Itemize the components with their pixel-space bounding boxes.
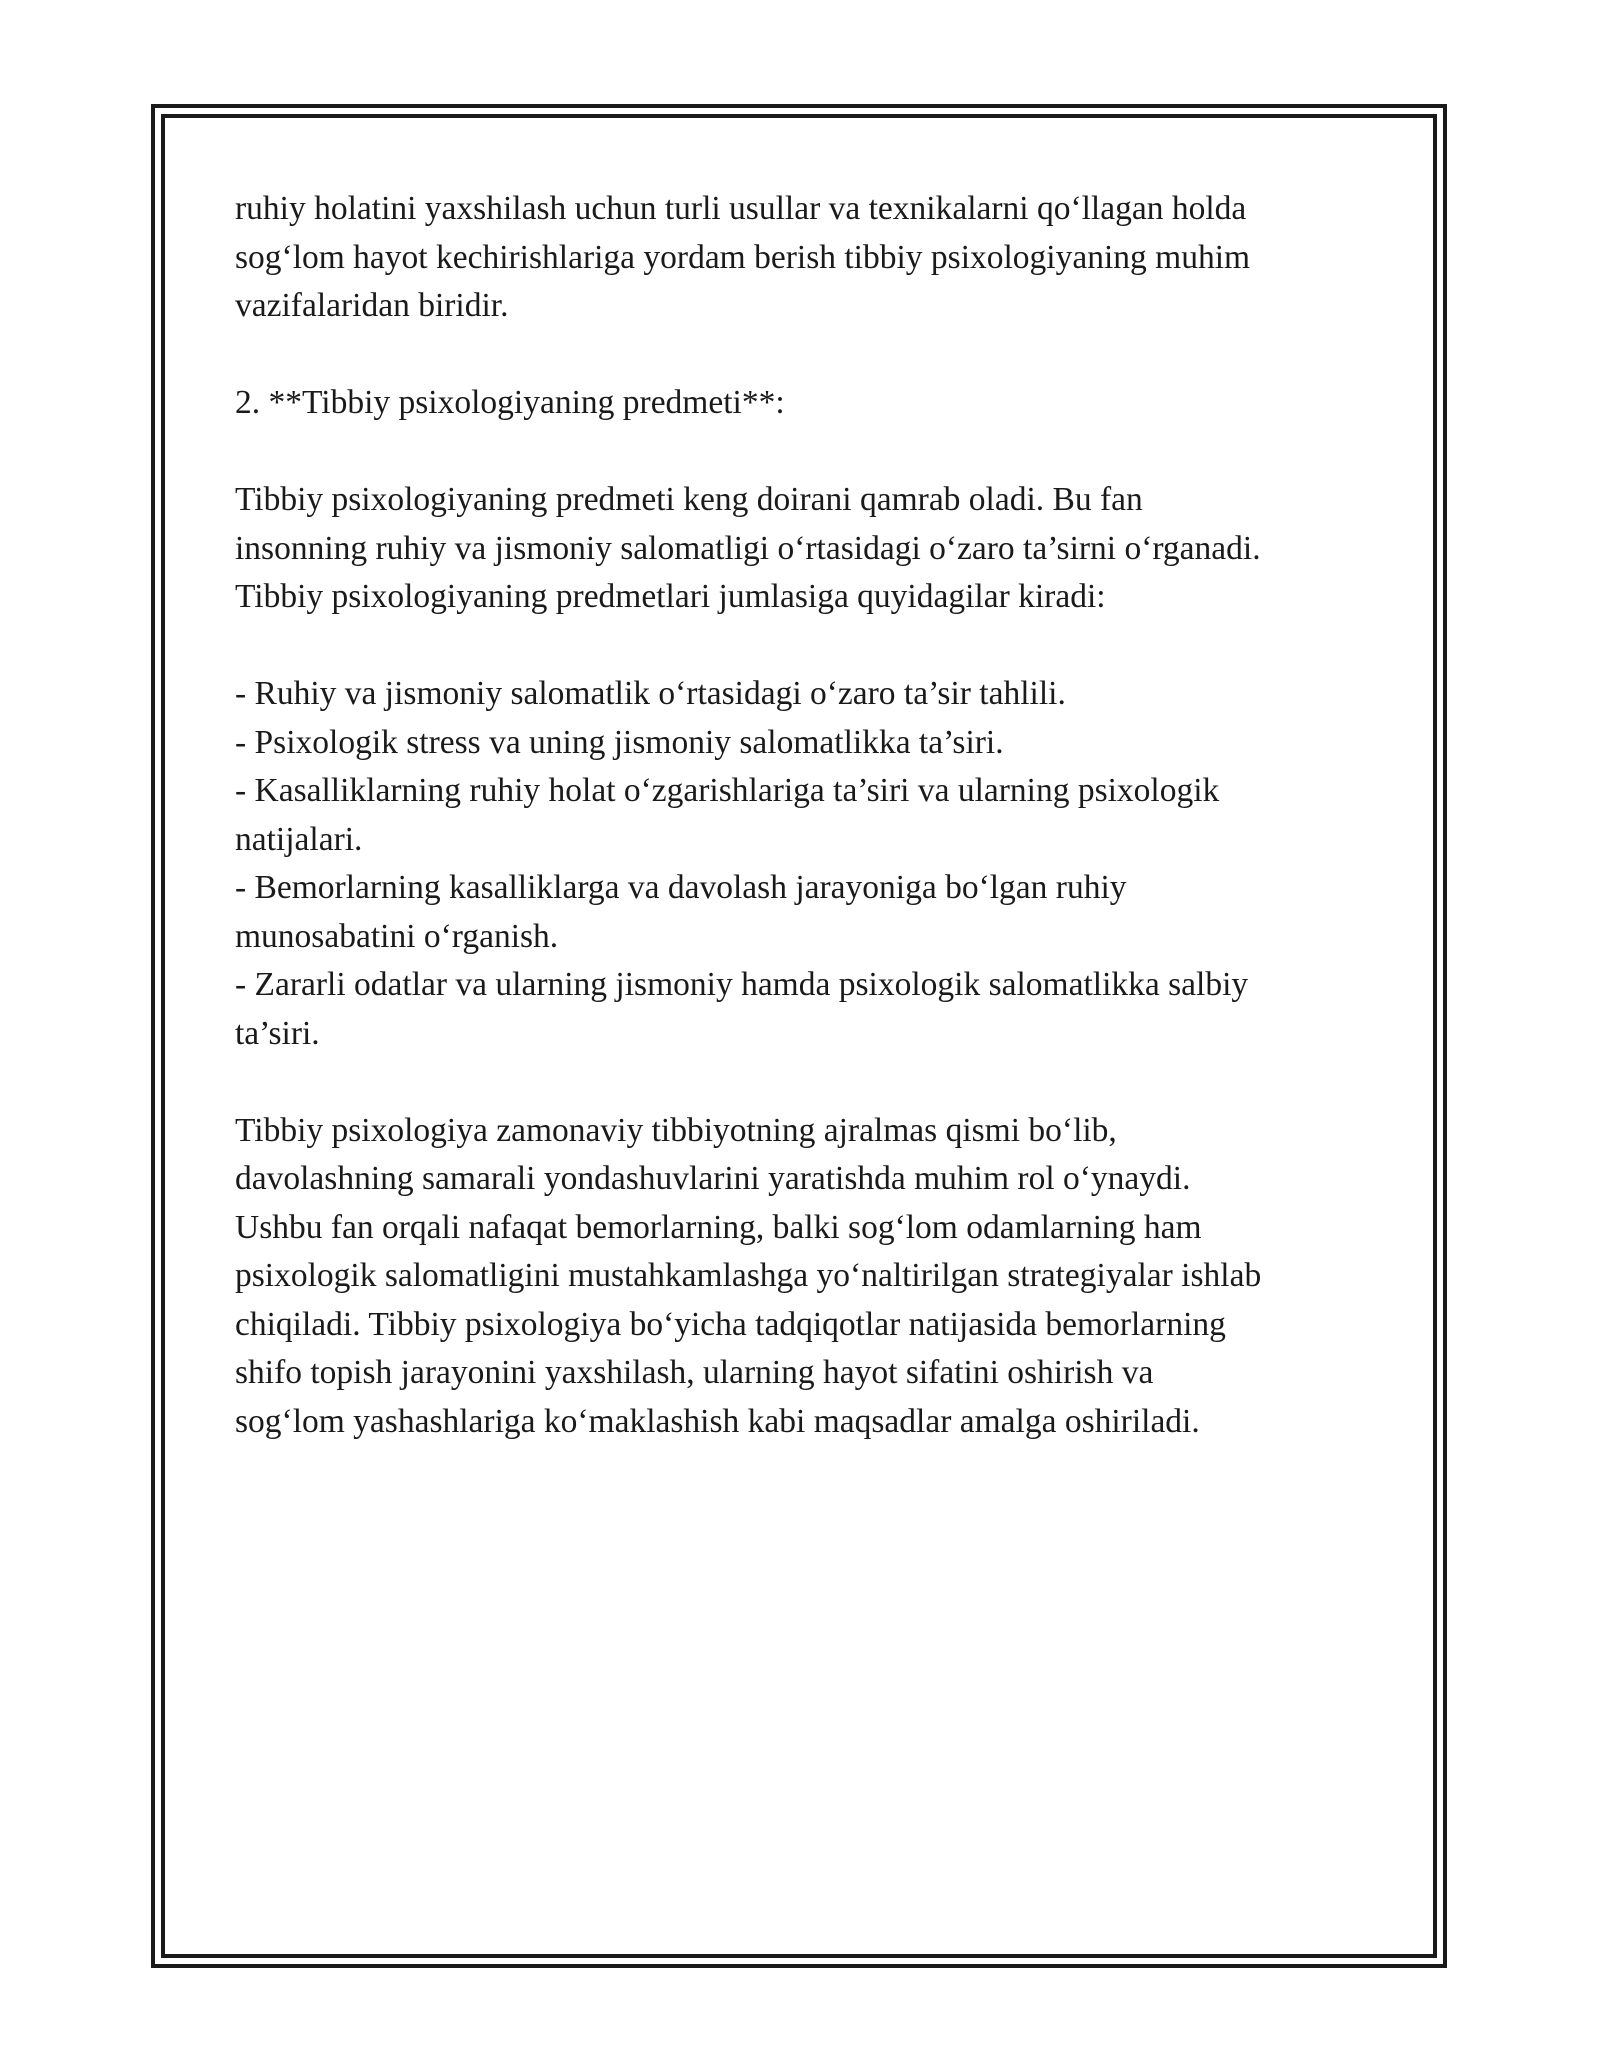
list-item-continuation: munosabatini o‘rganish. (235, 917, 559, 955)
intro-paragraph (235, 185, 1385, 331)
text-line: Tibbiy psixologiyaning predmeti keng doirani qamrab oladi. Bu fan (235, 481, 1143, 518)
list-item-continuation: natijalari. (235, 820, 363, 858)
text-line: Ushbu fan orqali nafaqat bemorlarning, balki sog‘lom odamlarning ham (235, 1208, 1202, 1246)
conclusion-paragraph (235, 1107, 1385, 1447)
text-line: sog‘lom hayot kechirishlariga yordam berish tibbiy psixologiyaning muhim (235, 238, 1251, 276)
list-item-continuation: ta’siri. (235, 1014, 320, 1052)
list-item: - Kasalliklarning ruhiy holat o‘zgarishlariga ta’siri va ularning psixologik (235, 772, 1220, 809)
list-item: - Zararli odatlar va ularning jismoniy hamda psixologik salomatlikka salbiy (235, 966, 1249, 1003)
text-line: Tibbiy psixologiya zamonaviy tibbiyotning ajralmas qismi bo‘lib, (235, 1111, 1117, 1149)
text-line: davolashning samarali yondashuvlarini yaratishda muhim rol o‘ynaydi. (235, 1160, 1191, 1197)
subject-paragraph (235, 476, 1385, 622)
text-line: ruhiy holatini yaxshilash uchun turli usullar va texnikalarni qo‘llagan holda (235, 190, 1247, 227)
text-line: psixologik salomatligini mustahkamlashga yo‘naltirilgan strategiyalar ishlab (235, 1257, 1262, 1294)
text-line: shifo topish jarayonini yaxshilash, ularning hayot sifatini oshirish va (235, 1354, 1154, 1391)
list-item: - Ruhiy va jismoniy salomatlik o‘rtasidagi o‘zaro ta’sir tahlili. (235, 675, 1066, 712)
section-heading: 2. **Tibbiy psixologiyaning predmeti**: (235, 384, 785, 421)
text-line: vazifalaridan biridir. (235, 287, 509, 324)
text-line: sog‘lom yashashlariga ko‘maklashish kabi maqsadlar amalga oshiriladi. (235, 1402, 1200, 1440)
list-item: - Bemorlarning kasalliklarga va davolash jarayoniga bo‘lgan ruhiy (235, 869, 1127, 906)
text-line: Tibbiy psixologiyaning predmetlari jumlasiga quyidagilar kiradi: (235, 578, 1106, 615)
subject-list (235, 670, 1385, 1058)
text-line: insonning ruhiy va jismoniy salomatligi o‘rtasidagi o‘zaro ta’sirni o‘rganadi. (235, 529, 1261, 567)
text-line: chiqiladi. Tibbiy psixologiya bo‘yicha tadqiqotlar natijasida bemorlarning (235, 1305, 1226, 1343)
document-body (235, 185, 1385, 1446)
list-item: - Psixologik stress va uning jismoniy salomatlikka ta’siri. (235, 723, 1004, 761)
